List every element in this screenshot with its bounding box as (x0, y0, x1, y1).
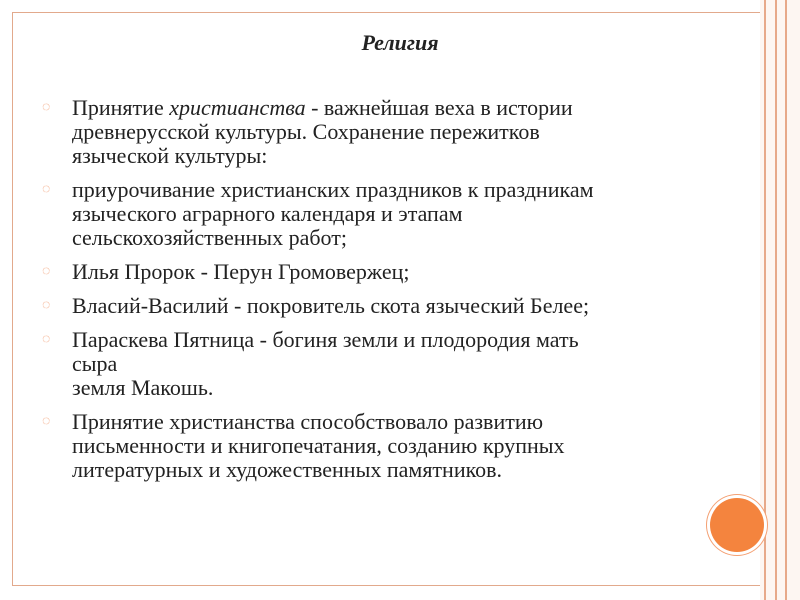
bullet-line: Власий-Василий - покровитель скота языческий Белее; (72, 293, 590, 318)
bullet-marker-icon: ◌ (42, 414, 51, 429)
bullet-line: древнерусской культуры. Сохранение пережитков (72, 119, 540, 144)
bullet-line: литературных и художественных памятников. (72, 457, 503, 482)
bullet-marker-icon: ◌ (42, 332, 51, 347)
stripe-line (775, 0, 777, 600)
list-item (40, 410, 720, 482)
bullet-marker-icon: ◌ (42, 182, 51, 197)
list-item (40, 260, 720, 284)
list-item (40, 294, 720, 318)
bullet-line: Параскева Пятница - богиня земли и плодородия мать (72, 327, 579, 352)
bullet-line (72, 96, 720, 120)
bullet-line: Илья Пророк - Перун Громовержец; (72, 259, 410, 284)
decorative-circle (710, 498, 764, 552)
slide-title: Религия (361, 30, 439, 55)
text-run: Принятие (72, 95, 170, 120)
bullet-marker-icon: ◌ (42, 100, 51, 115)
bullet-line: сельскохозяйственных работ; (72, 225, 347, 250)
bullet-line: земля Макошь. (72, 375, 214, 400)
bullet-line: письменности и книгопечатания, созданию крупных (72, 433, 565, 458)
list-item (40, 328, 720, 400)
bullet-line: языческого аграрного календаря и этапам (72, 201, 463, 226)
bullet-line: приурочивание христианских праздников к праздникам (72, 177, 594, 202)
bullet-line: Принятие христианства способствовало развитию (72, 409, 544, 434)
bullet-marker-icon: ◌ (42, 264, 51, 279)
bullet-marker-icon: ◌ (42, 298, 51, 313)
list-item (40, 96, 720, 168)
italic-term: христианства (169, 95, 306, 120)
decorative-stripe-band (760, 0, 800, 600)
text-run: - важнейшая веха в истории (305, 95, 573, 120)
stripe-line (785, 0, 787, 600)
list-item (40, 178, 720, 250)
stripe-line (764, 0, 766, 600)
bullet-line: языческой культуры: (72, 143, 268, 168)
bullet-list (40, 96, 720, 492)
bullet-line: сыра (72, 351, 118, 376)
